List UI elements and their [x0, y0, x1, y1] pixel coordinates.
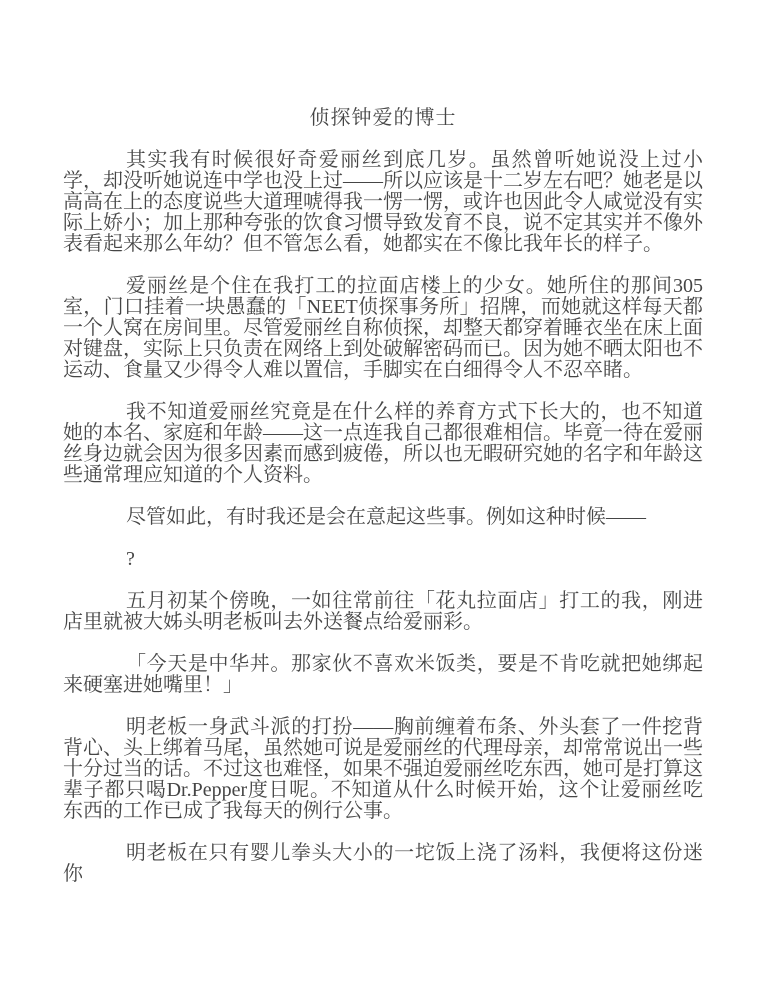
- paragraph: 尽管如此，有时我还是会在意起这些事。例如这种时候——: [126, 506, 646, 528]
- paragraph: 我不知道爱丽丝究竟是在什么样的养育方式下长大的，也不知道她的本名、家庭和年龄——这一点连我自己都很难相信。毕竟一待在爱丽丝身边就会因为很多因素而感到疲倦，所以也无暇研究她的名字和年龄这些通常理应知道的个人资料。: [63, 401, 703, 486]
- paragraph: 五月初某个傍晚，一如往常前往「花丸拉面店」打工的我，刚进店里就被大姊头明老板叫去外送餐点给爱丽彩。: [63, 590, 703, 633]
- paragraph: ?: [126, 548, 135, 570]
- paragraph: 爱丽丝是个住在我打工的拉面店楼上的少女。她所住的那间305室，门口挂着一块愚蠢的「NEET侦探事务所」招牌，而她就这样每天都一个人窝在房间里。尽管爱丽丝自称侦探，却整天都穿着睡衣坐在床上面对键盘，实际上只负责在网络上到处破解密码而已。因为她不晒太阳也不运动、食量又少得令人难以置信，手脚实在白细得令人不忍卒睹。: [63, 275, 703, 381]
- paragraph: 明老板在只有婴儿拳头大小的一坨饭上浇了汤料，我便将这份迷你: [63, 842, 703, 885]
- paragraph: 其实我有时候很好奇爱丽丝到底几岁。虽然曾听她说没上过小学，却没听她说连中学也没上过——所以应该是十二岁左右吧？她老是以高高在上的态度说些大道理唬得我一愣一愣，或许也因此令人咸觉没有实际上娇小；加上那种夸张的饮食习惯导致发育不良，说不定其实并不像外表看起来那么年幼？但不管怎么看，她都实在不像比我年长的样子。: [63, 149, 703, 255]
- paragraph: 明老板一身武斗派的打扮——胸前缠着布条、外头套了一件挖背背心、头上绑着马尾，虽然她可说是爱丽丝的代理母亲，却常常说出一些十分过当的话。不过这也难怪，如果不强迫爱丽丝吃东西，她可是打算这辈子都只喝Dr.Pepper度日呢。不知道从什么时候开始，这个让爱丽丝吃东西的工作已成了我每天的例行公事。: [63, 716, 703, 822]
- paragraph: 「今天是中华丼。那家伙不喜欢米饭类，要是不肯吃就把她绑起来硬塞进她嘴里！」: [63, 653, 703, 696]
- page-title: 侦探钟爱的博士: [309, 107, 457, 129]
